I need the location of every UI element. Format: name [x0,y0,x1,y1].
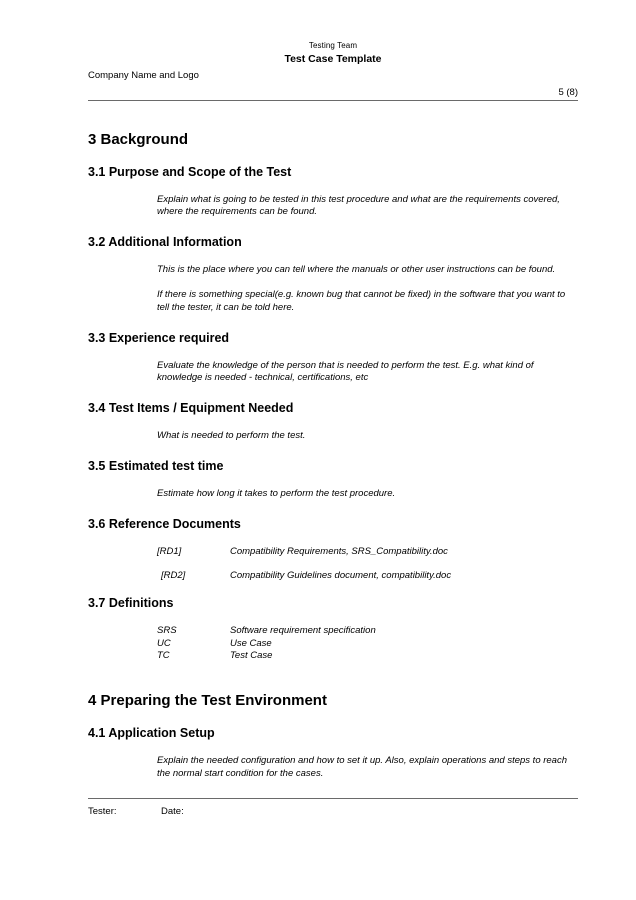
text-3-2-body-1: This is the place where you can tell where the manuals or other user instructions can be found. [157,264,556,276]
reference-description: Compatibility Requirements, SRS_Compatibility.doc [230,545,448,557]
heading-3-1-purpose: 3.1 Purpose and Scope of the Test [88,164,292,179]
text-3-3-body: Evaluate the knowledge of the person that is needed to perform the test. E.g. what kind of knowledge is needed - technical, certifications, etc [157,359,534,384]
heading-3-3-experience-required: 3.3 Experience required [88,330,230,345]
definition-term: TC [157,649,170,661]
definition-row [157,650,578,662]
reference-id: [RD2] [161,569,186,581]
heading-3-background: 3 Background [88,130,189,148]
footer-date-label: Date: [161,806,184,817]
spacer [88,582,578,596]
definition-meaning: Software requirement specification [230,625,376,637]
heading-4-1-application-setup: 4.1 Application Setup [88,725,215,740]
spacer [88,501,578,517]
spacer [88,315,578,331]
header-page-number: 5 (8) [558,86,578,98]
footer-tester-label: Tester: [88,806,117,817]
spacer [88,611,578,625]
heading-3-2-additional-information: 3.2 Additional Information [88,235,242,250]
definition-row [157,638,578,650]
footer-divider [88,798,578,799]
page-content [88,0,578,781]
spacer [88,149,578,165]
page-header [88,0,578,101]
text-4-1-body: Explain the needed configuration and how to set it up. Also, explain operations and steps to reach the normal start condition for the cases. [157,754,568,779]
text-3-2-body-2: If there is something special(e.g. known bug that cannot be fixed) in the software that you want to tell the tester, it can be told here. [157,288,566,313]
reference-id: [RD1] [157,545,182,557]
header-company-name: Company Name and Logo [88,69,199,81]
spacer [88,474,578,488]
spacer [88,180,578,194]
heading-3-4-test-items: 3.4 Test Items / Equipment Needed [88,401,294,416]
footer-signature-row [88,806,578,817]
spacer [88,710,578,726]
spacer [88,532,578,546]
definition-term: SRS [157,625,177,637]
spacer [88,346,578,360]
page-footer [88,798,578,817]
header-document-title: Test Case Template [284,53,382,65]
heading-3-7-definitions: 3.7 Definitions [88,596,174,611]
spacer [88,250,578,264]
spacer [88,559,578,570]
text-3-1-body: Explain what is going to be tested in this test procedure and what are the requirements covered, where the requirements can be found. [157,193,560,218]
heading-3-5-estimated-test-time: 3.5 Estimated test time [88,459,224,473]
definition-meaning: Test Case [230,649,273,661]
heading-4-preparing-test-environment: 4 Preparing the Test Environment [88,691,327,709]
definition-term: UC [157,637,171,649]
header-department: Testing Team [308,41,358,50]
header-center-block [88,0,578,65]
spacer [88,443,578,459]
spacer [88,416,578,430]
spacer [88,277,578,289]
spacer [88,741,578,755]
reference-row [157,546,578,559]
spacer [88,385,578,401]
spacer [88,662,578,692]
definition-meaning: Use Case [230,637,272,649]
reference-row [157,570,578,583]
spacer [88,101,578,131]
text-3-4-body: What is needed to perform the test. [157,430,306,442]
heading-3-6-reference-documents: 3.6 Reference Documents [88,516,241,531]
text-3-5-body: Estimate how long it takes to perform the test procedure. [157,488,396,499]
definition-row [157,625,578,637]
reference-description: Compatibility Guidelines document, compatibility.doc [230,569,452,581]
spacer [88,219,578,235]
